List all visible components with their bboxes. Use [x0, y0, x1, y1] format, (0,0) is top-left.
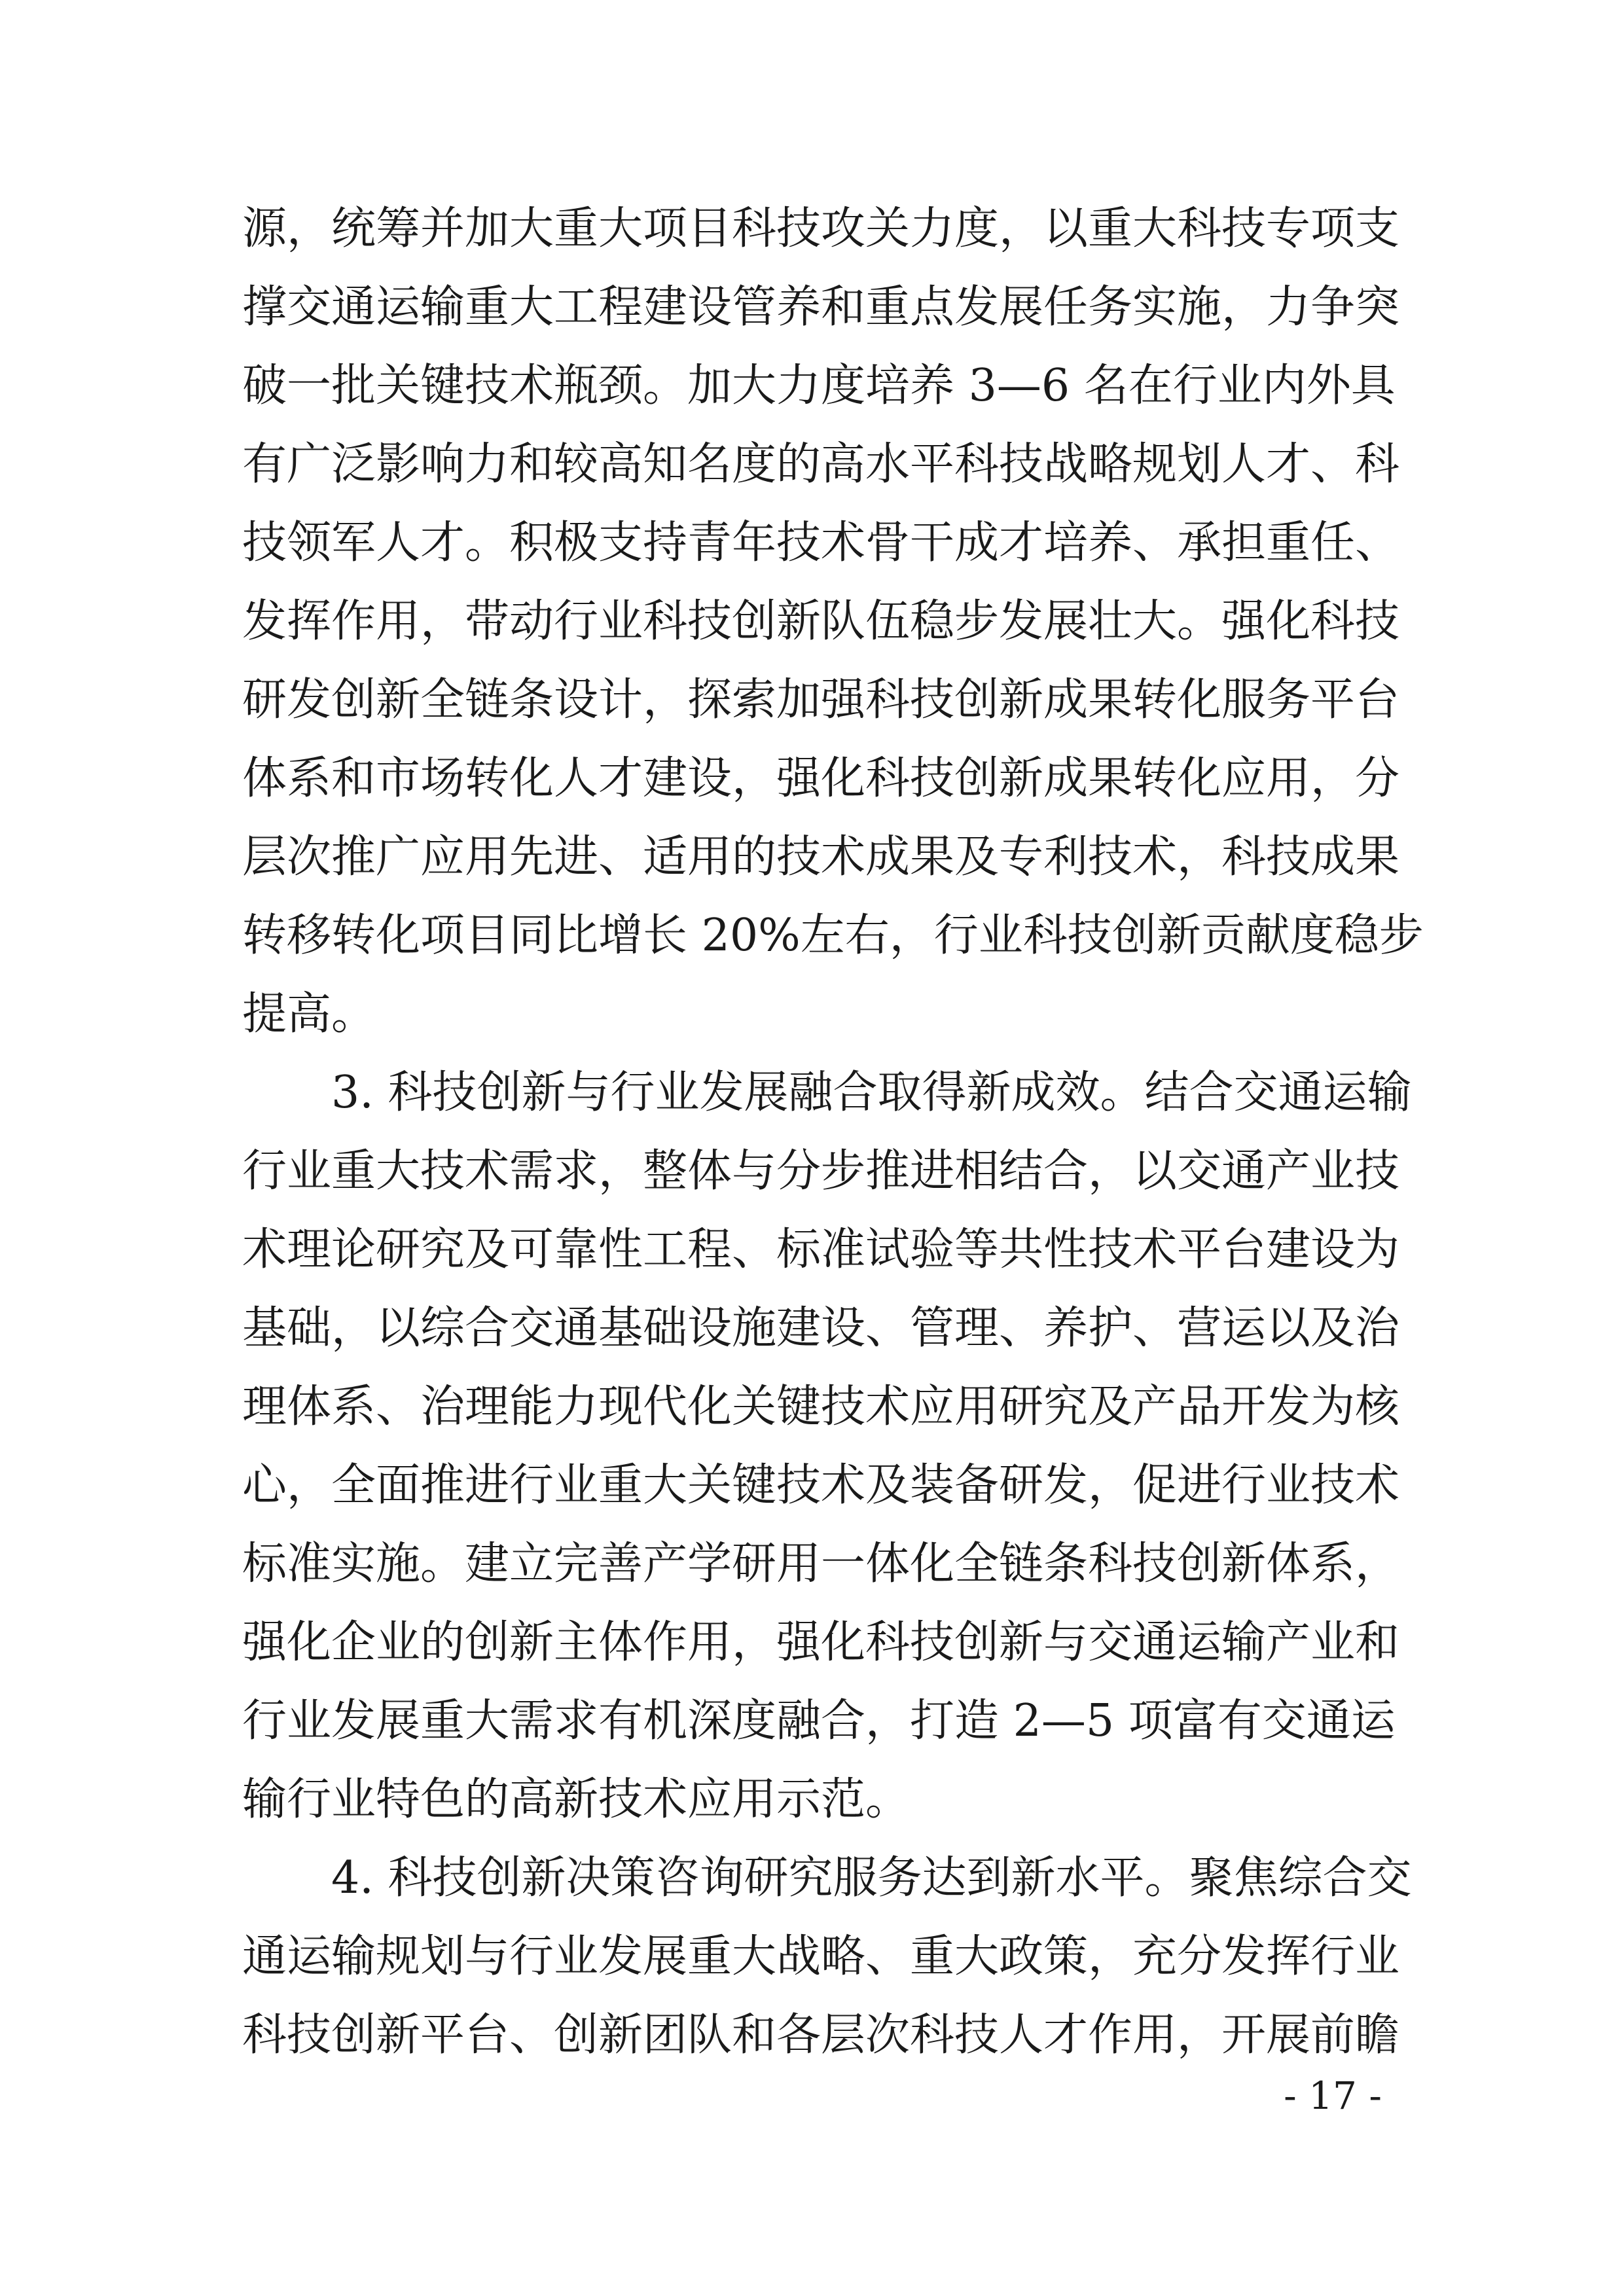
- text-line: 科技创新平台、创新团队和各层次科技人才作用，开展前瞻: [242, 2009, 1400, 2061]
- text-line: 技领军人才。积极支持青年技术骨干成才培养、承担重任、: [242, 517, 1400, 569]
- body-text: [242, 190, 1424, 2075]
- section-heading-line: 3. 科技创新与行业发展融合取得新成效。结合交通运输: [331, 1067, 1412, 1119]
- text-line: 破一批关键技术瓶颈。加大力度培养 3—6 名在行业内外具: [242, 360, 1396, 412]
- paragraph-end-line: 输行业特色的高新技术应用示范。: [242, 1774, 911, 1825]
- paragraph-end-line: 提高。: [242, 988, 376, 1040]
- text-line: 源，统筹并加大重大项目科技攻关力度，以重大科技专项支: [242, 203, 1400, 255]
- text-line: 撑交通运输重大工程建设管养和重点发展任务实施，力争突: [242, 281, 1400, 333]
- text-line: 心，全面推进行业重大关键技术及装备研发，促进行业技术: [242, 1460, 1400, 1511]
- text-line: 理体系、治理能力现代化关键技术应用研究及产品开发为核: [242, 1381, 1400, 1433]
- text-line: 有广泛影响力和较高知名度的高水平科技战略规划人才、科: [242, 439, 1400, 490]
- text-line: 发挥作用，带动行业科技创新队伍稳步发展壮大。强化科技: [242, 596, 1400, 647]
- text-line: 基础，以综合交通基础设施建设、管理、养护、营运以及治: [242, 1302, 1400, 1354]
- text-line: 行业发展重大需求有机深度融合，打造 2—5 项富有交通运: [242, 1695, 1396, 1747]
- text-line: 体系和市场转化人才建设，强化科技创新成果转化应用，分: [242, 753, 1400, 804]
- text-line: 层次推广应用先进、适用的技术成果及专利技术，科技成果: [242, 831, 1400, 883]
- page-number: - 17 -: [1284, 2073, 1382, 2118]
- text-line: 转移转化项目同比增长 20%左右，行业科技创新贡献度稳步: [242, 910, 1424, 961]
- text-line: 通运输规划与行业发展重大战略、重大政策，充分发挥行业: [242, 1931, 1400, 1982]
- text-line: 强化企业的创新主体作用，强化科技创新与交通运输产业和: [242, 1617, 1400, 1668]
- text-line: 标准实施。建立完善产学研用一体化全链条科技创新体系，: [242, 1538, 1400, 1590]
- text-line: 行业重大技术需求，整体与分步推进相结合，以交通产业技: [242, 1145, 1400, 1197]
- text-line: 术理论研究及可靠性工程、标准试验等共性技术平台建设为: [242, 1224, 1400, 1276]
- text-line: 研发创新全链条设计，探索加强科技创新成果转化服务平台: [242, 674, 1400, 726]
- section-heading-line: 4. 科技创新决策咨询研究服务达到新水平。聚焦综合交: [331, 1852, 1412, 1904]
